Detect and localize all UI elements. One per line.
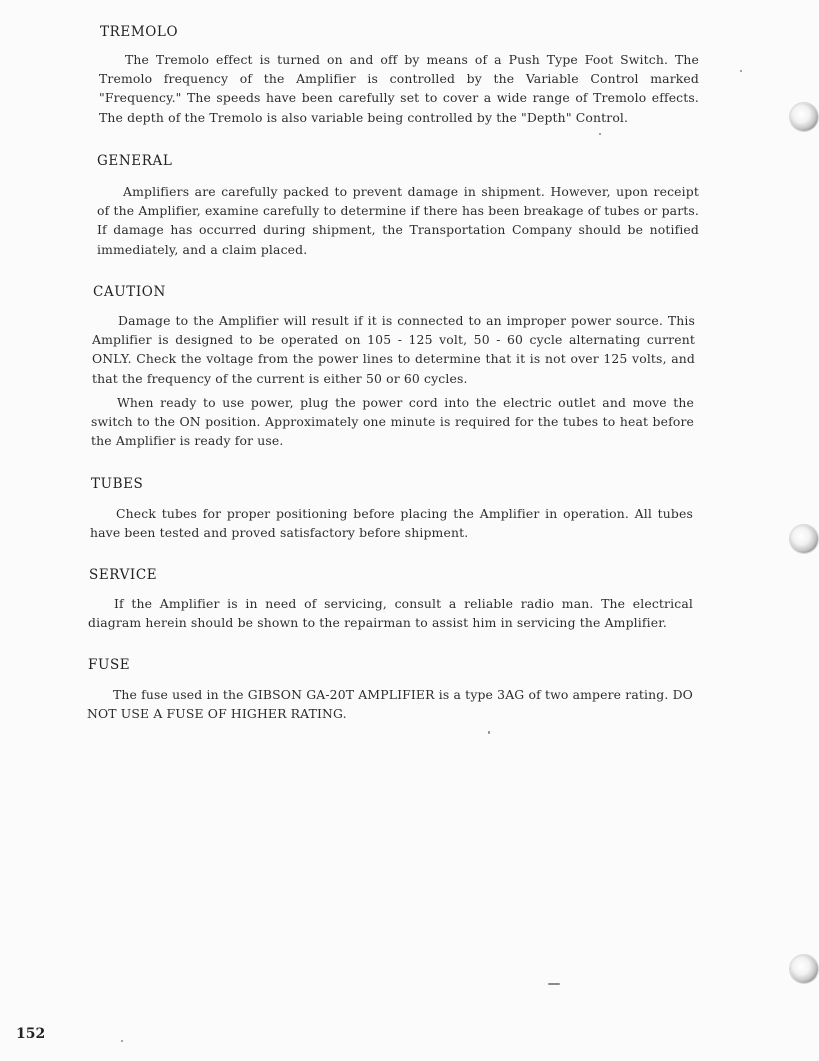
heading-service: SERVICE <box>89 567 158 583</box>
page-number: 152 <box>16 1026 46 1042</box>
heading-tubes: TUBES <box>91 476 144 492</box>
paragraph-fuse: The fuse used in the GIBSON GA-20T AMPLIFIER is a type 3AG of two ampere rating. DO NOT USE A FUSE OF HIGHER RATING. <box>87 687 693 722</box>
punch-hole-top <box>790 103 818 131</box>
heading-general: GENERAL <box>97 153 173 169</box>
paragraph-caution-1: Damage to the Amplifier will result if it is connected to an improper power source. This Amplifier is designed to be operated on 105 - 125 volt, 50 - 60 cycle alternating current ONLY. Check the voltage from the power lines to determine that it is not over 125 volts, and that the frequency of the current is either 50 or 60 cycles. <box>92 313 695 386</box>
heading-fuse: FUSE <box>88 657 131 673</box>
heading-tremolo: TREMOLO <box>100 24 179 40</box>
scan-speck <box>488 731 490 734</box>
scan-speck <box>740 70 742 72</box>
paragraph-service: If the Amplifier is in need of servicing, consult a reliable radio man. The electrical diagram herein should be shown to the repairman to assist him in servicing the Amplifier. <box>88 596 693 631</box>
paragraph-general: Amplifiers are carefully packed to prevent damage in shipment. However, upon receipt of the Amplifier, examine carefully to determine if there has been breakage of tubes or parts. If damage has occurred during shipment, the Transportation Company should be notified immediately, and a claim placed. <box>97 184 699 257</box>
scan-speck <box>548 983 560 985</box>
paragraph-caution-2: When ready to use power, plug the power cord into the electric outlet and move the switch to the ON position. Approximately one minute is required for the tubes to heat before the Amplifier is ready for use. <box>91 395 694 449</box>
paragraph-tremolo: The Tremolo effect is turned on and off by means of a Push Type Foot Switch. The Tremolo frequency of the Amplifier is controlled by the Variable Control marked "Frequency." The speeds have been carefully set to cover a wide range of Tremolo effects. The depth of the Tremolo is also variable being controlled by the "Depth" Control. <box>99 52 699 125</box>
punch-hole-bottom <box>790 955 818 983</box>
paragraph-tubes: Check tubes for proper positioning before placing the Amplifier in operation. All tubes have been tested and proved satisfactory before shipment. <box>90 506 693 541</box>
scan-speck <box>121 1040 123 1042</box>
scan-speck <box>599 133 601 135</box>
punch-hole-middle <box>790 525 818 553</box>
heading-caution: CAUTION <box>93 284 166 300</box>
